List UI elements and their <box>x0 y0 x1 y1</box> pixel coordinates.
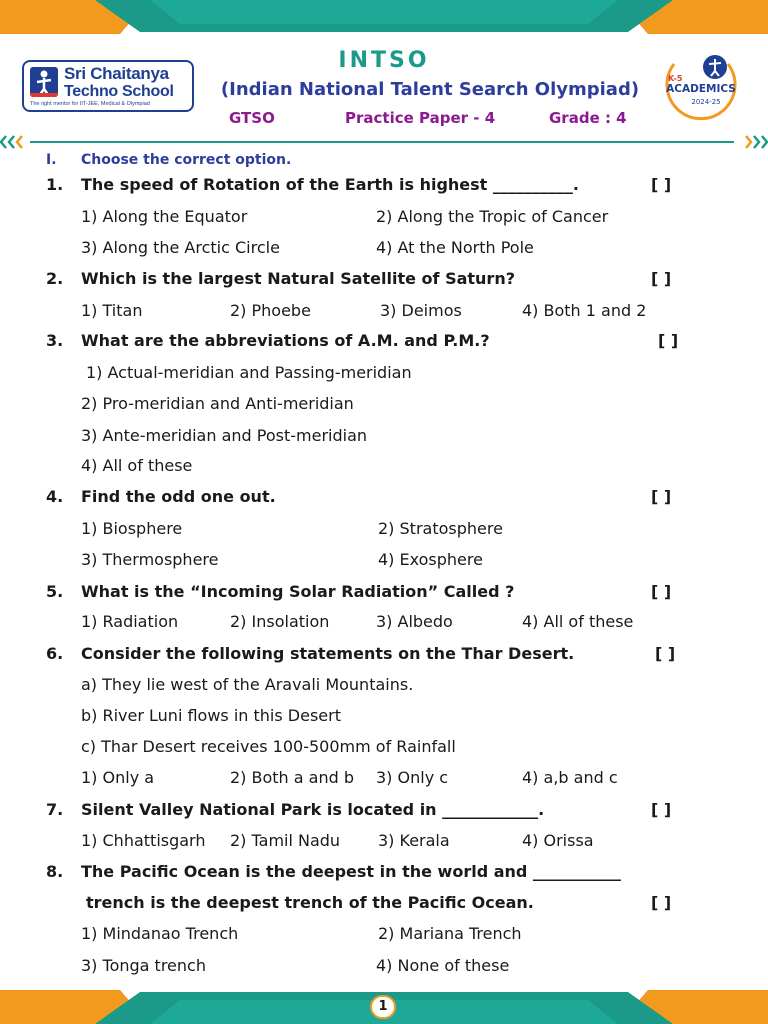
option: 2) Pro-meridian and Anti-meridian <box>81 394 354 413</box>
option: 1) Biosphere <box>81 519 183 538</box>
option: 4) Orissa <box>522 831 594 850</box>
question-number: 4. <box>46 487 64 506</box>
answer-bracket: [ ] <box>655 644 676 663</box>
option: 1) Only a <box>81 768 155 787</box>
logo-line2: Techno School <box>64 83 174 100</box>
option: 1) Actual-meridian and Passing-meridian <box>86 363 412 382</box>
question-text: What are the abbreviations of A.M. and P.M.? <box>81 331 490 350</box>
logo-line1: Sri Chaitanya <box>64 64 169 83</box>
option: 3) Tonga trench <box>81 956 206 975</box>
statement: b) River Luni flows in this Desert <box>81 706 341 725</box>
exam-name: GTSO <box>229 109 275 127</box>
option: 1) Chhattisgarh <box>81 831 206 850</box>
option: 3) Deimos <box>380 301 462 320</box>
answer-bracket: [ ] <box>651 800 672 819</box>
page-subtitle: (Indian National Talent Search Olympiad) <box>220 79 640 100</box>
header-divider <box>0 132 768 152</box>
option: 2) Phoebe <box>230 301 311 320</box>
option: 2) Along the Tropic of Cancer <box>376 207 609 226</box>
question-number: 8. <box>46 862 64 881</box>
section-number: I. <box>46 152 57 168</box>
page-title: INTSO <box>338 48 430 73</box>
option: 4) a,b and c <box>522 768 618 787</box>
answer-bracket: [ ] <box>651 175 672 194</box>
option: 3) Kerala <box>378 831 450 850</box>
logo-tagline: The right mentor for IIT-JEE, Medical & Olympiad <box>30 101 150 107</box>
answer-bracket: [ ] <box>651 269 672 288</box>
option: 1) Titan <box>81 301 143 320</box>
option: 4) All of these <box>81 456 193 475</box>
statement: c) Thar Desert receives 100-500mm of Rainfall <box>81 737 456 756</box>
question-text: Which is the largest Natural Satellite of Saturn? <box>81 269 515 288</box>
question-number: 6. <box>46 644 64 663</box>
question-text: The speed of Rotation of the Earth is highest __________. <box>81 175 579 194</box>
answer-bracket: [ ] <box>651 487 672 506</box>
option: 4) None of these <box>376 956 510 975</box>
option: 3) Ante-meridian and Post-meridian <box>81 426 368 445</box>
option: 4) At the North Pole <box>376 238 534 257</box>
top-banner <box>0 0 768 36</box>
option: 2) Tamil Nadu <box>230 831 341 850</box>
option: 3) Thermosphere <box>81 550 219 569</box>
section-title: Choose the correct option. <box>81 152 292 168</box>
option: 4) Both 1 and 2 <box>522 301 647 320</box>
question-text: Consider the following statements on the Thar Desert. <box>81 644 575 663</box>
option: 1) Mindanao Trench <box>81 924 239 943</box>
paper-label: Practice Paper - 4 <box>345 109 496 127</box>
option: 1) Radiation <box>81 612 179 631</box>
page-number: 1 <box>370 995 396 1019</box>
grade-label: Grade : 4 <box>549 109 627 127</box>
question-number: 3. <box>46 331 64 350</box>
option: 2) Mariana Trench <box>378 924 522 943</box>
question-number: 1. <box>46 175 64 194</box>
answer-bracket: [ ] <box>651 893 672 912</box>
option: 2) Stratosphere <box>378 519 503 538</box>
academics-badge <box>658 54 744 128</box>
badge-k5: K-5 <box>668 74 683 83</box>
option: 3) Only c <box>376 768 449 787</box>
option: 3) Albedo <box>376 612 453 631</box>
option: 1) Along the Equator <box>81 207 248 226</box>
question-text: What is the “Incoming Solar Radiation” Called ? <box>81 582 515 601</box>
badge-name: ACADEMICS <box>666 83 736 95</box>
option: 4) All of these <box>522 612 634 631</box>
answer-bracket: [ ] <box>658 331 679 350</box>
answer-bracket: [ ] <box>651 582 672 601</box>
option: 4) Exosphere <box>378 550 483 569</box>
option: 2) Both a and b <box>230 768 355 787</box>
badge-year: 2024-25 <box>691 98 721 106</box>
question-text: Silent Valley National Park is located in ____________. <box>81 800 545 819</box>
option: 3) Along the Arctic Circle <box>81 238 280 257</box>
question-text: The Pacific Ocean is the deepest in the world and ___________ <box>81 862 621 881</box>
question-text: Find the odd one out. <box>81 487 276 506</box>
question-text-continued: trench is the deepest trench of the Pacific Ocean. <box>86 893 534 912</box>
option: 2) Insolation <box>230 612 330 631</box>
question-number: 2. <box>46 269 64 288</box>
statement: a) They lie west of the Aravali Mountains. <box>81 675 414 694</box>
question-number: 7. <box>46 800 64 819</box>
question-number: 5. <box>46 582 64 601</box>
